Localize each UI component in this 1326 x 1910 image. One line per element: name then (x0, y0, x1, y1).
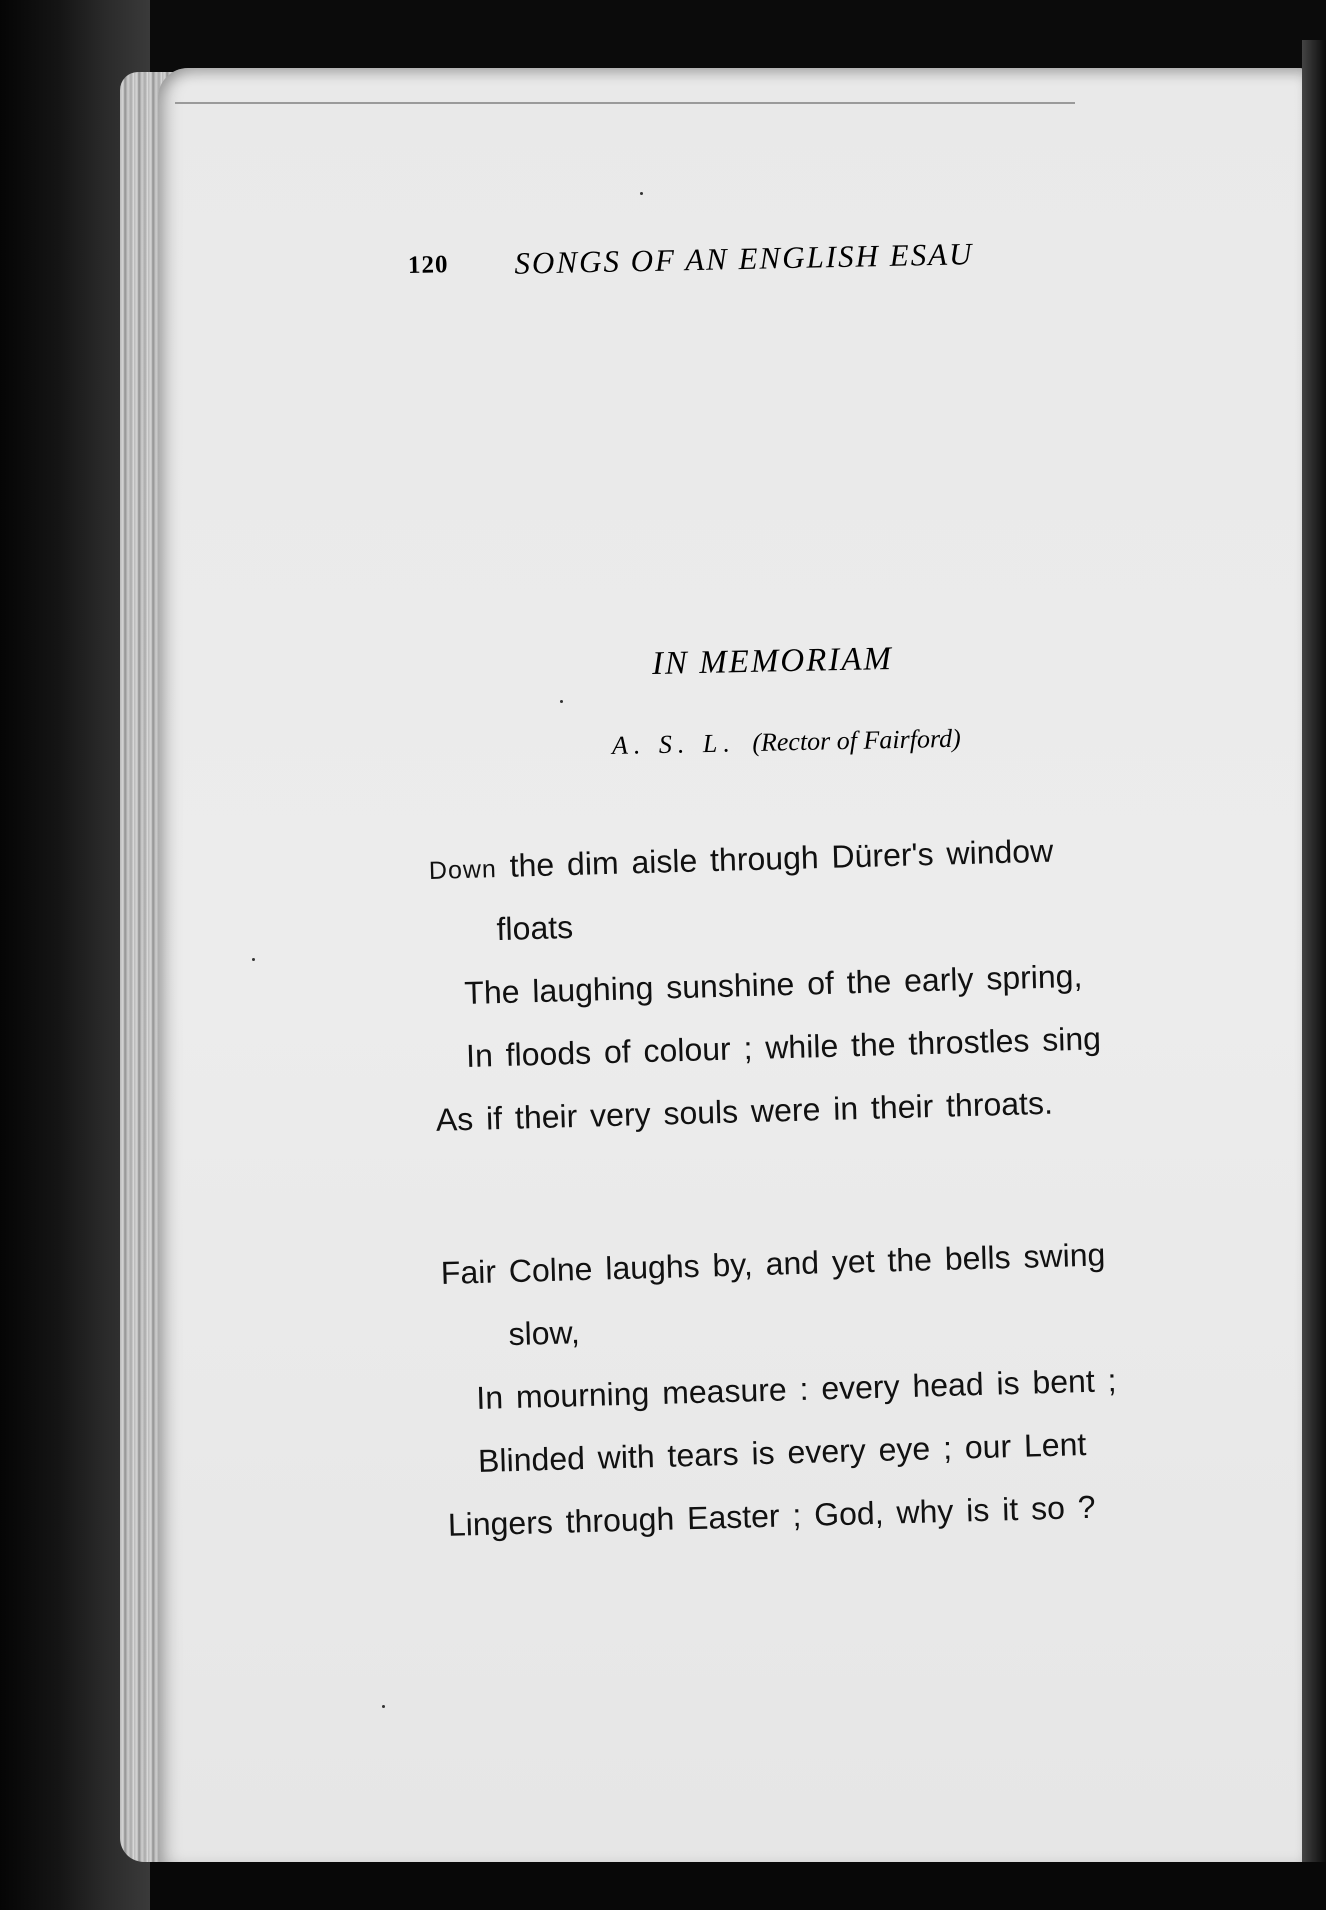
poem-line: Lingers through Easter ; God, why is it so ? (447, 1488, 1097, 1543)
poem-line: slow, (508, 1314, 581, 1353)
poem-line: The laughing sunshine of the early spring, (463, 957, 1083, 1012)
stanza-2 (440, 1223, 1121, 1557)
page-right-shadow (1302, 40, 1326, 1910)
line-text: the dim aisle through Dürer's window (496, 832, 1054, 885)
page-number: 120 (407, 251, 449, 279)
dedication-note: (Rector of Fairford) (751, 723, 962, 758)
page-bottom-edge (150, 1862, 1326, 1910)
stanza-1 (428, 818, 1104, 1152)
page-top-edge (175, 102, 1075, 104)
small-caps-word: Down (428, 855, 498, 885)
poem-line: floats (496, 908, 574, 948)
scan-speck (560, 700, 563, 703)
poem-line: Blinded with tears is every eye ; our Lent (477, 1426, 1087, 1480)
scan-speck (252, 958, 255, 961)
poem-title: IN MEMORIAM (651, 640, 894, 682)
poem-line: As if their very souls were in their throats. (435, 1084, 1054, 1138)
scan-speck (640, 192, 643, 195)
dedication-initials: A. S. L. (611, 728, 737, 760)
poem-line: In mourning measure : every head is bent ; (475, 1362, 1117, 1417)
scan-speck (382, 1705, 385, 1708)
poem-line: Fair Colne laughs by, and yet the bells swing (440, 1236, 1106, 1291)
book-title: SONGS OF AN ENGLISH ESAU (514, 236, 974, 281)
poem-line: In floods of colour ; while the throstles sing (465, 1020, 1102, 1075)
